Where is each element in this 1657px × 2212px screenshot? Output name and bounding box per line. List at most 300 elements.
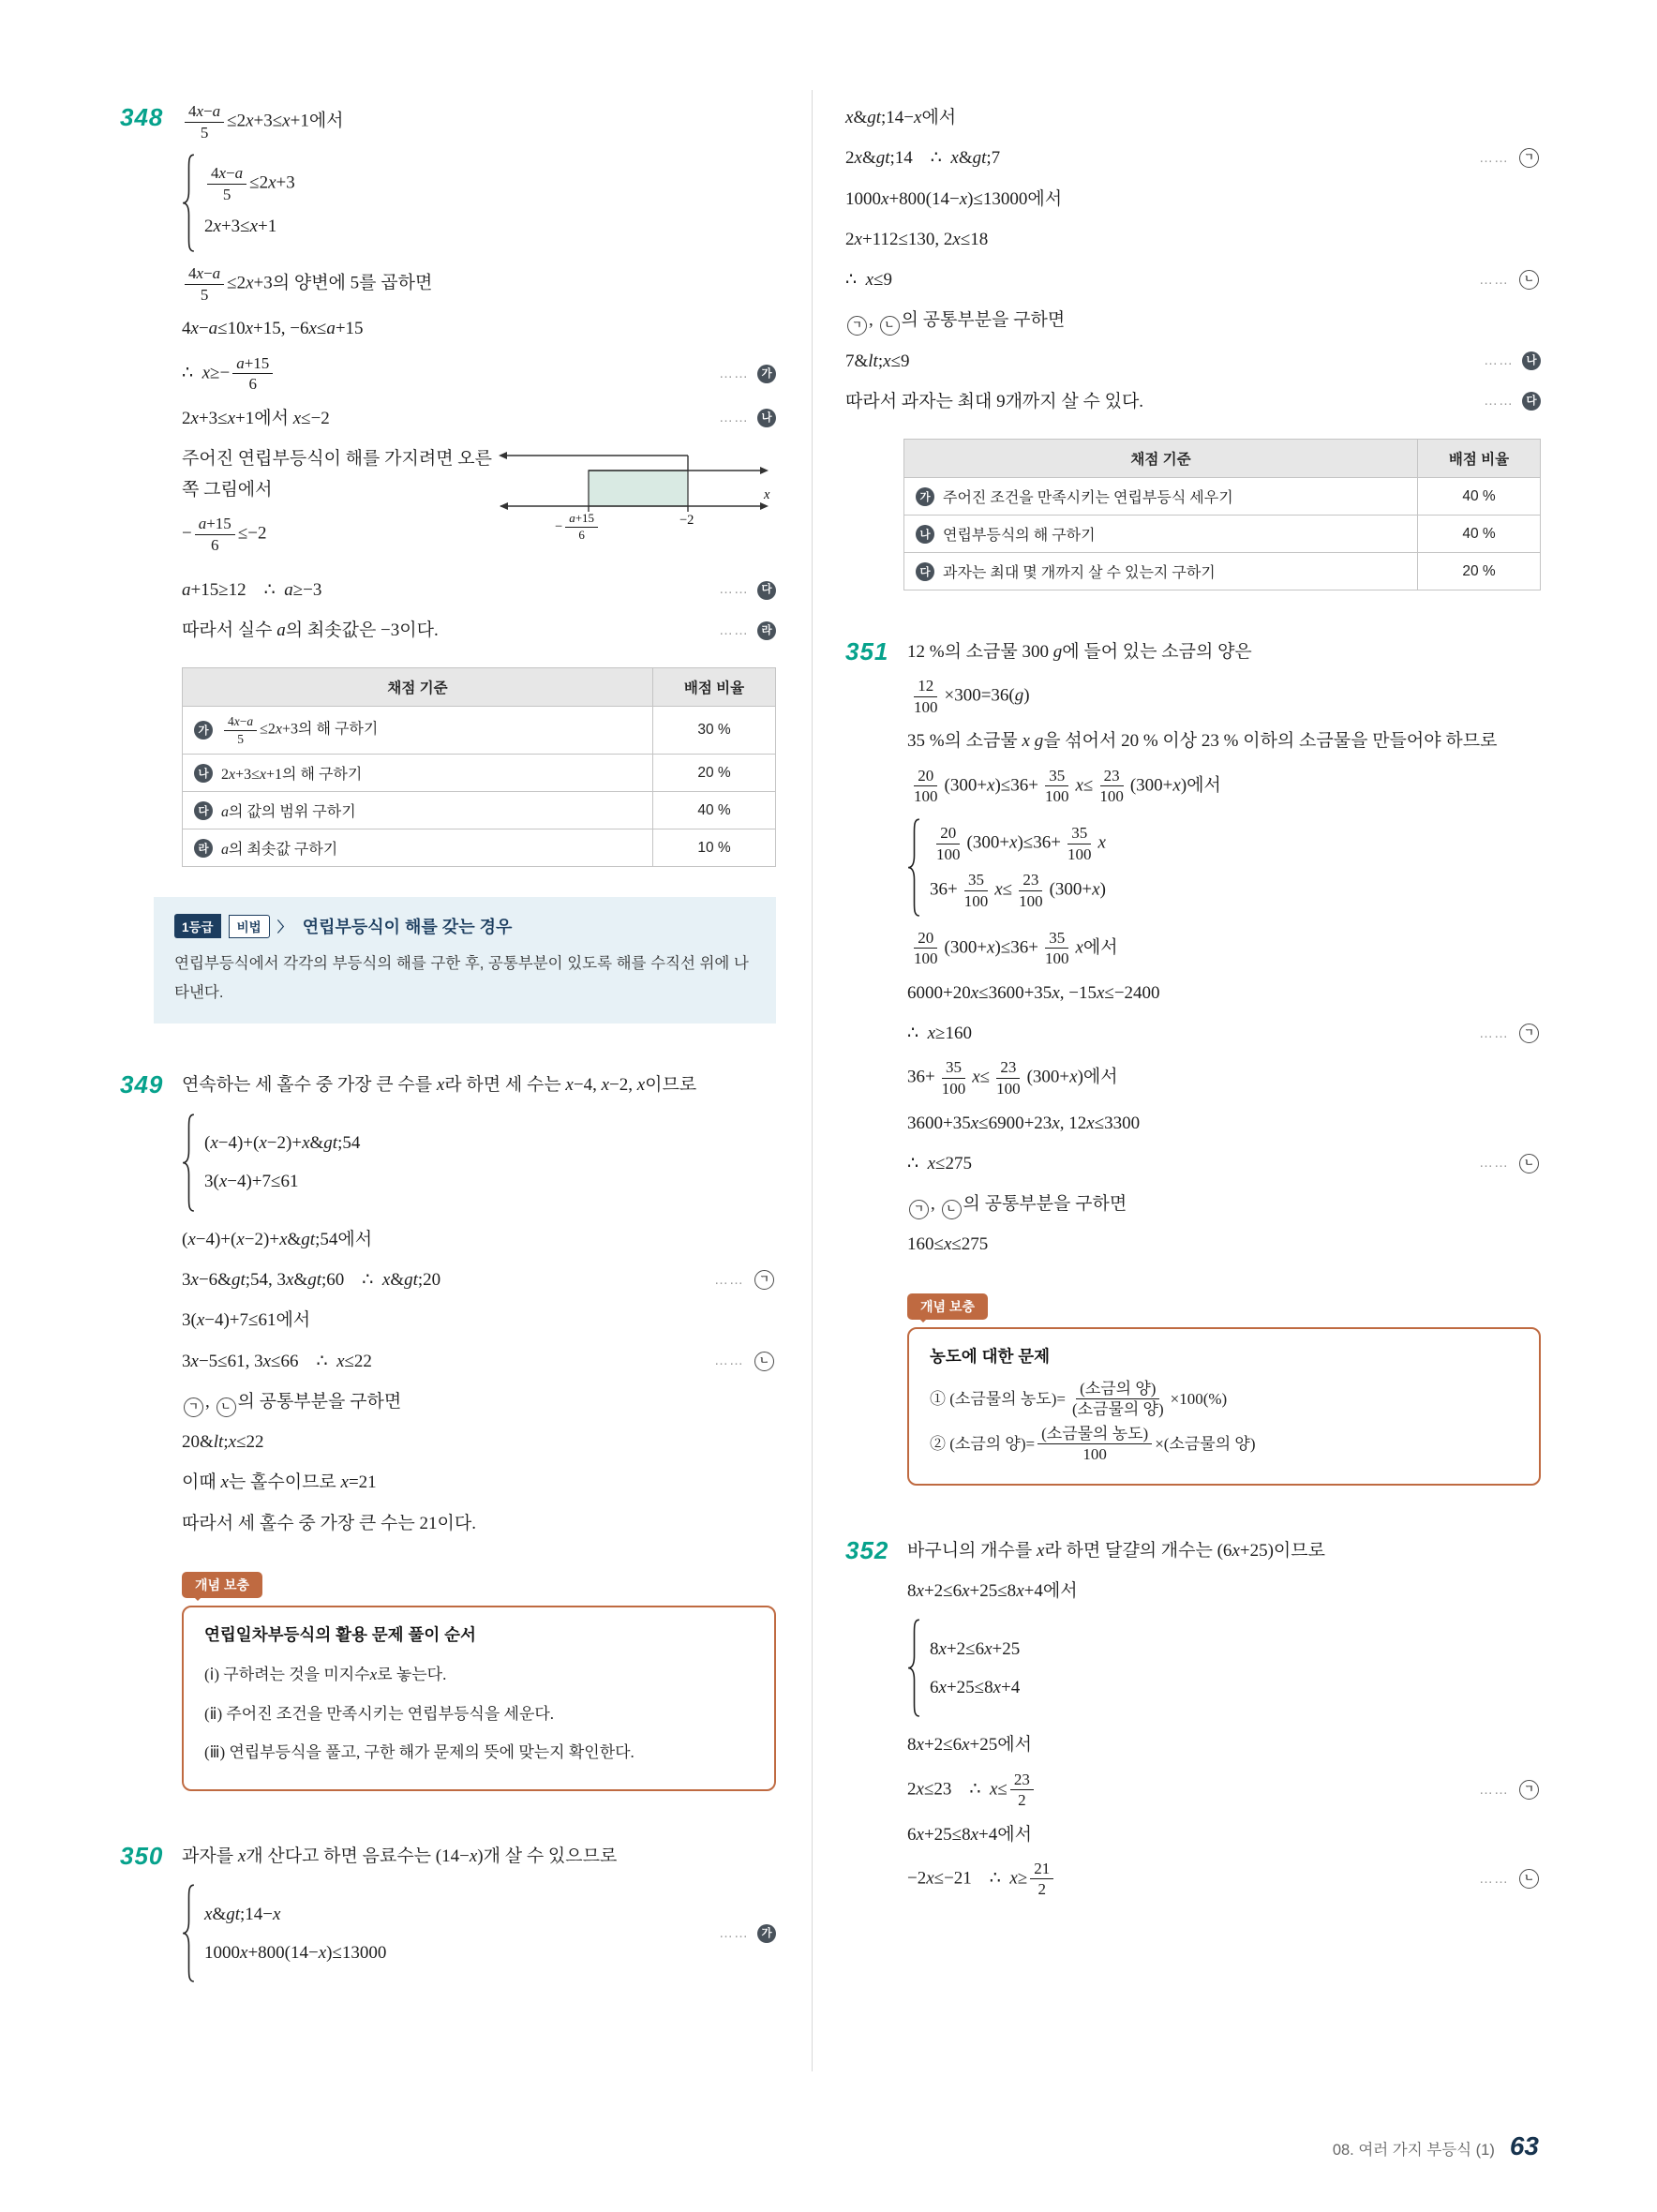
solution-text: 과자를 x개 산다고 하면 음료수는 (14−x)개 살 수 있으므로 (182, 1846, 618, 1866)
problem (120, 97, 776, 1031)
problem-number: 351 (845, 637, 889, 665)
fraction-numerator: 12 (914, 677, 937, 697)
system-brace (907, 817, 921, 918)
fraction-numerator: 20 (914, 929, 937, 949)
solution-line (182, 1260, 776, 1300)
marker-dots: …… (1479, 1024, 1509, 1041)
marker-dots: …… (1479, 1870, 1509, 1887)
fraction-denominator: 100 (996, 1079, 1021, 1098)
step-marker: 다 (194, 801, 213, 820)
system-row: 6x+25≤8x+4 (930, 1677, 1021, 1697)
fraction (1068, 1380, 1168, 1419)
fraction-denominator: 100 (1044, 787, 1069, 806)
grading-criteria-cell (904, 516, 1418, 553)
inequality-system (182, 1113, 776, 1213)
line-marker (701, 1268, 776, 1293)
solution-line (907, 1855, 1541, 1904)
score-cell: 30 % (653, 707, 776, 755)
fraction (185, 264, 224, 304)
solution-text: 3(x−4)+7≤61에서 (182, 1310, 311, 1331)
solution-line (907, 1224, 1541, 1264)
solution-line (182, 1382, 776, 1422)
step-marker: 나 (194, 764, 213, 783)
fraction-denominator: 5 (237, 731, 244, 746)
grading-criteria-cell (183, 830, 653, 867)
solution-line (182, 1462, 776, 1502)
system-wrap (907, 815, 1541, 919)
solution-text: $\frac{20}{100}$ (300+x)≤36+ $\frac{35}{100}$ x≤ $\frac{23}{100}$ (300+x)에서 (907, 767, 1541, 806)
fraction (910, 929, 942, 968)
solution-text: 바구니의 개수를 x라 하면 달걀의 개수는 (6x+25)이므로 (907, 1540, 1325, 1561)
solution-line (907, 762, 1541, 811)
solution-line (907, 1054, 1541, 1102)
fraction (1096, 767, 1127, 806)
system-rows (930, 817, 1106, 918)
system-row: x&gt;14−x (204, 1904, 281, 1924)
solution-line (182, 570, 776, 610)
fraction-denominator: 6 (248, 375, 257, 394)
tip-box (154, 897, 776, 1024)
system-wrap (182, 1111, 776, 1215)
fraction-numerator: 4x−a (185, 102, 224, 123)
solution-text: 8x+2≤6x+25에서 (907, 1735, 1032, 1756)
fraction (1030, 1860, 1053, 1899)
fraction (961, 871, 993, 910)
solution-text: 따라서 세 홀수 중 가장 큰 수는 21이다. (182, 1513, 476, 1533)
problem (845, 1531, 1541, 1904)
brace-icon (182, 1113, 196, 1213)
fraction (185, 102, 224, 142)
fraction-numerator: 35 (1045, 929, 1068, 949)
solution-text: $\frac{4x-a}{5}$ ≤2x+3의 양변에 5를 곱하면 (182, 264, 776, 304)
fraction-denominator: 100 (914, 787, 938, 806)
page-number: 63 (1509, 2131, 1539, 2160)
solution-line (907, 632, 1541, 672)
circled-g-mark: ㄱ (184, 1397, 203, 1417)
criteria-text: 연립부등식의 해 구하기 (943, 528, 1096, 544)
line-marker (1470, 389, 1541, 413)
fraction (938, 1058, 970, 1098)
line-marker (706, 1921, 776, 1946)
ref-marker: ㄱ (1519, 148, 1539, 168)
criteria-text: 주어진 조건을 만족시키는 연립부등식 세우기 (943, 490, 1233, 506)
criteria-content (916, 486, 1406, 507)
step-marker: 다 (916, 562, 934, 581)
step-marker: 라 (194, 839, 213, 858)
solution-line (907, 672, 1541, 721)
circled-n-mark: ㄴ (216, 1397, 236, 1417)
grading-table-row (904, 553, 1541, 590)
line-marker (701, 1349, 776, 1373)
concept-item: ② (소금의 양)= $\frac{\text{(소금물의 농도)}}{100}$ ×(소금물의 양) (930, 1424, 1256, 1464)
solution-text: 따라서 실수 a의 최솟값은 −3이다. (182, 620, 439, 641)
solution-text: 연속하는 세 홀수 중 가장 큰 수를 x라 하면 세 수는 x−4, x−2, x이므로 (182, 1075, 697, 1096)
criteria-content (194, 837, 641, 859)
step-marker: 가 (757, 365, 776, 383)
solution-line (182, 1300, 776, 1340)
fraction-numerator: 35 (964, 871, 988, 891)
inequality-system (907, 817, 1541, 918)
problem-body (845, 97, 1541, 598)
solution-line (907, 721, 1541, 761)
system-wrap (907, 1616, 1541, 1720)
brace-icon (907, 1618, 921, 1718)
solution-line (845, 300, 1541, 340)
score-cell: 40 % (1418, 478, 1541, 516)
step-marker: 가 (194, 721, 213, 740)
system-brace (182, 1113, 196, 1213)
fraction-numerator: a+15 (565, 512, 598, 528)
solution-text: 3600+35x≤6900+23x, 12x≤3300 (907, 1113, 1141, 1133)
system-rows (204, 1113, 360, 1213)
inequality-system (907, 1618, 1541, 1718)
system-rows (204, 153, 295, 253)
fraction-denominator: 100 (1067, 844, 1092, 863)
step-marker: 가 (916, 487, 934, 506)
criteria-content (194, 714, 641, 746)
solution-text: 12 %의 소금물 300 g에 들어 있는 소금의 양은 (907, 642, 1252, 662)
fraction-numerator: a+15 (195, 515, 235, 535)
fraction-denominator: 100 (1099, 787, 1124, 806)
solution-text: 36+ $\frac{35}{100}$ x≤ $\frac{23}{100}$ (300+x)에서 (907, 1058, 1118, 1098)
grading-criteria-cell (183, 755, 653, 792)
solution-line (907, 1766, 1541, 1815)
solution-text: 20&lt;x≤22 (182, 1432, 264, 1453)
system-brace (182, 153, 196, 253)
problem-number: 350 (120, 1841, 164, 1870)
chapter-title: 08. 여러 가지 부등식 (1) (1332, 2142, 1495, 2159)
concept-title: 농도에 대한 문제 (930, 1346, 1051, 1366)
marker-dots: …… (714, 1271, 744, 1288)
fraction-denominator: 100 (914, 697, 938, 716)
fraction-denominator: 100 (1044, 949, 1069, 968)
score-cell: 20 % (653, 755, 776, 792)
step-marker: 다 (1522, 392, 1541, 411)
line-marker (1466, 1022, 1541, 1046)
grading-table-header-row (904, 440, 1541, 478)
step-marker: 라 (757, 621, 776, 640)
system-line (182, 1106, 776, 1219)
problem-number: 348 (120, 103, 164, 131)
score-ratio-header: 배점 비율 (653, 668, 776, 707)
score-cell: 40 % (653, 792, 776, 830)
system-wrap (182, 151, 776, 255)
fraction-numerator: 23 (1100, 767, 1124, 787)
solution-text: ㄱ , ㄴ 의 공통부분을 구하면 (182, 1386, 776, 1417)
solution-text: 8x+2≤6x+25≤8x+4에서 (907, 1580, 1078, 1601)
solution-line (907, 1103, 1541, 1143)
ref-marker: ㄱ (754, 1270, 774, 1290)
solution-text: x&gt;14−x에서 (845, 108, 957, 127)
grading-table-header-row (183, 668, 776, 707)
solution-text: 주어진 연립부등식이 해를 가지려면 오른쪽 그림에서 (182, 448, 493, 501)
fraction (207, 164, 246, 203)
solution-line (182, 1341, 776, 1382)
marker-dots: …… (719, 1924, 749, 1941)
fraction-denominator: 2 (1037, 1880, 1047, 1899)
concept-item: (ⅰ) 구하려는 것을 미지수 x 로 놓는다. (204, 1665, 447, 1683)
criteria-content (194, 762, 641, 784)
page-footer (1333, 2131, 1539, 2161)
line-marker (1466, 1151, 1541, 1175)
fraction (1041, 929, 1073, 968)
circled-g-mark: ㄱ (847, 316, 867, 336)
fraction (1010, 1771, 1034, 1810)
line-marker (706, 619, 776, 643)
fraction-denominator: 100 (963, 891, 989, 910)
system-line (182, 1876, 776, 1990)
solution-text: 2x+3≤x+1에서 x≤−2 (182, 408, 330, 428)
solution-line (907, 1143, 1541, 1184)
step-marker: 나 (1522, 351, 1541, 370)
fraction (910, 767, 942, 806)
solution-text: 7&lt;x≤9 (845, 351, 910, 371)
fraction-denominator: 5 (222, 185, 231, 203)
score-ratio-header: 배점 비율 (1418, 440, 1541, 478)
solution-text: ∴ x≤9 (845, 270, 892, 290)
solution-text: 1000x+800(14−x)≤13000에서 (845, 188, 1063, 209)
system-row: 36+ $\frac{35}{100}$ x≤ $\frac{23}{100}$ (300+x) (930, 871, 1106, 910)
concept-box (907, 1293, 1541, 1486)
fraction (224, 714, 257, 746)
solution-text: ㄱ , ㄴ 의 공통부분을 구하면 (907, 1188, 1541, 1219)
right-column (845, 97, 1541, 2024)
criteria-text: a의 값의 범위 구하기 (221, 804, 356, 821)
text-with-diagram (182, 439, 776, 570)
solution-line (907, 1571, 1541, 1611)
grading-table (903, 439, 1541, 590)
concept-tag: 개념 보충 (182, 1572, 262, 1598)
fraction-denominator: 100 (941, 1079, 966, 1098)
marker-dots: …… (719, 365, 749, 381)
solution-line (182, 1065, 776, 1105)
fraction (1037, 1425, 1152, 1464)
ref-marker: ㄱ (1519, 1024, 1539, 1043)
line-marker (1466, 268, 1541, 292)
circled-g-mark: ㄱ (909, 1200, 929, 1219)
grading-criteria-cell (183, 792, 653, 830)
solution-text: 6000+20x≤3600+35x, −15x≤−2400 (907, 982, 1160, 1003)
solution-line (182, 308, 776, 349)
system-wrap (182, 1881, 706, 1985)
system-row: $\frac{20}{100}$ (300+x)≤36+ $\frac{35}{100}$ x (930, 820, 1106, 867)
system-line (907, 1611, 1541, 1725)
fraction-numerator: (소금물의 농도) (1037, 1425, 1152, 1445)
inequality-system (182, 1883, 706, 1983)
solution-line (845, 219, 1541, 260)
fraction-denominator: 2 (1018, 1791, 1026, 1810)
solution-text: (x−4)+(x−2)+x&gt;54에서 (182, 1229, 373, 1249)
criteria-content (916, 523, 1406, 545)
fraction (565, 512, 598, 543)
fraction-numerator: 20 (936, 824, 960, 844)
marker-dots: …… (1479, 1781, 1509, 1798)
problem (845, 97, 1541, 598)
fraction-numerator: 23 (996, 1058, 1020, 1079)
concept-box (182, 1572, 776, 1791)
concept-panel (182, 1606, 776, 1791)
grading-criteria-header: 채점 기준 (183, 668, 653, 707)
criteria-text: 과자는 최대 몇 개까지 살 수 있는지 구하기 (943, 565, 1216, 581)
marker-dots: …… (1484, 352, 1514, 368)
problem (120, 1065, 776, 1801)
system-row: $\frac{4x-a}{5}$ ≤2x+3 (204, 160, 295, 207)
solution-text: −2x≤−21 ∴ x≥ $\frac{21}{2}$ (907, 1860, 1466, 1899)
criteria-text: $\frac{4x-a}{5}$ ≤2x+3의 해 구하기 (221, 714, 378, 746)
solution-line (182, 1422, 776, 1462)
line-marker (1466, 1778, 1541, 1802)
two-column-layout (120, 97, 1541, 2024)
solution-text: 3x−6&gt;54, 3x&gt;60 ∴ x&gt;20 (182, 1270, 441, 1291)
left-column (120, 97, 776, 2024)
grading-criteria-header: 채점 기준 (904, 440, 1418, 478)
grading-table-row (183, 707, 776, 755)
solution-text: a+15≥12 ∴ a≥−3 (182, 579, 322, 600)
solution-line (845, 260, 1541, 300)
line-marker (706, 362, 776, 386)
solution-line (182, 350, 776, 398)
marker-dots: …… (719, 410, 749, 426)
system-rows (930, 1618, 1020, 1718)
grading-table-row (904, 478, 1541, 516)
problem (120, 1836, 776, 1990)
fraction-numerator: 35 (1067, 824, 1091, 844)
fraction-numerator: 4x−a (185, 264, 224, 285)
fraction-denominator: 100 (914, 949, 938, 968)
ref-marker: ㄴ (1519, 1869, 1539, 1889)
brace-icon (907, 817, 921, 918)
tip-tag-grade: 1등급 (174, 914, 221, 938)
grading-criteria-cell (183, 707, 653, 755)
criteria-text: 2x+3≤x+1의 해 구하기 (221, 767, 363, 784)
grading-table-row (183, 792, 776, 830)
ref-marker: ㄱ (1519, 1780, 1539, 1800)
fraction-numerator: 4x−a (224, 714, 257, 731)
number-line-diagram (495, 441, 776, 570)
solution-overlap-region (589, 471, 688, 506)
grading-criteria-cell (904, 478, 1418, 516)
fraction-numerator: 20 (914, 767, 937, 787)
line-marker (1466, 1867, 1541, 1891)
line-marker (706, 577, 776, 602)
tip-title: 연립부등식이 해를 갖는 경우 (302, 918, 513, 937)
grading-table-row (183, 755, 776, 792)
solution-text: ∴ x≥− $\frac{a+15}{6}$ (182, 354, 706, 394)
fraction-numerator: 35 (942, 1058, 965, 1079)
problem-body (174, 97, 776, 1031)
grading-table-row (183, 830, 776, 867)
fraction-numerator: 21 (1030, 1860, 1053, 1880)
solution-text: $\frac{4x-a}{5}$ ≤2x+3≤x+1에서 (182, 102, 776, 142)
concept-tag: 개념 보충 (907, 1293, 988, 1320)
concept-item: (ⅱ) 주어진 조건을 만족시키는 연립부등식을 세운다. (204, 1704, 555, 1723)
solution-text: 2x≤23 ∴ x≤ $\frac{23}{2}$ (907, 1771, 1466, 1810)
solution-line (182, 260, 776, 308)
step-marker: 나 (916, 525, 934, 544)
solution-text: $\frac{20}{100}$ (300+x)≤36+ $\frac{35}{100}$ x에서 (907, 929, 1541, 968)
solution-text: 이때 x는 홀수이므로 x=21 (182, 1472, 377, 1493)
fraction (195, 515, 235, 554)
fraction (933, 824, 964, 863)
solution-line (845, 138, 1541, 178)
step-marker: 다 (757, 581, 776, 600)
solution-text: 35 %의 소금물 x g을 섞어서 20 % 이상 23 % 이하의 소금물을 만들어야 하므로 (907, 731, 1498, 752)
solution-line (907, 924, 1541, 973)
score-cell: 10 % (653, 830, 776, 867)
ref-marker: ㄴ (754, 1352, 774, 1371)
inequality-system (182, 153, 776, 253)
line-marker (706, 406, 776, 430)
solution-text: − $\frac{a+15}{6}$ ≤−2 (182, 515, 267, 554)
solution-line (845, 381, 1541, 422)
problem-body (907, 632, 1541, 1497)
brace-icon (182, 153, 196, 253)
problem-body (182, 1836, 776, 1990)
fraction (1041, 767, 1073, 806)
step-marker: 나 (757, 409, 776, 427)
marker-dots: …… (714, 1353, 744, 1369)
tip-tag-label: 비법 (229, 915, 270, 938)
solution-text: 2x&gt;14 ∴ x&gt;7 (845, 148, 1001, 169)
solution-text: 160≤x≤275 (907, 1234, 989, 1255)
solution-line (845, 97, 1541, 138)
solution-line (182, 1219, 776, 1260)
fraction (910, 677, 942, 716)
fraction-numerator: a+15 (232, 354, 273, 375)
solution-line (845, 179, 1541, 219)
fraction-numerator: 23 (1010, 1771, 1034, 1791)
solution-line (182, 510, 495, 559)
system-brace (182, 1883, 196, 1983)
criteria-content (194, 800, 641, 821)
tip-body: 연립부등식에서 각각의 부등식의 해를 구한 후, 공통부분이 있도록 해를 수직선 위에 나타낸다. (174, 955, 749, 1001)
system-brace (907, 1618, 921, 1718)
circled-n-mark: ㄴ (942, 1200, 962, 1219)
solution-text: $\frac{12}{100}$ ×300=36(g) (907, 677, 1541, 716)
marker-dots: …… (1484, 393, 1514, 410)
tick-label-right: −2 (679, 512, 694, 528)
fraction-denominator: 6 (578, 527, 585, 542)
problem-number: 349 (120, 1070, 164, 1099)
fraction-denominator: 5 (200, 123, 209, 142)
fraction-denominator: 100 (936, 844, 961, 863)
solution-line (907, 973, 1541, 1013)
solution-line (182, 610, 776, 650)
system-row: (x−4)+(x−2)+x&gt;54 (204, 1133, 361, 1154)
fraction (1064, 824, 1096, 863)
ref-marker: ㄴ (1519, 1154, 1539, 1173)
fraction-denominator: 100 (1019, 891, 1043, 910)
problem (845, 632, 1541, 1497)
fraction-denominator: 5 (200, 285, 209, 304)
concept-title: 연립일차부등식의 활용 문제 풀이 순서 (204, 1624, 476, 1644)
solution-line (907, 1725, 1541, 1765)
fraction (1015, 871, 1047, 910)
system-line (182, 146, 776, 260)
fraction (993, 1058, 1024, 1098)
problem-number: 352 (845, 1535, 889, 1564)
tick-label-left: − $\frac{a+15}{6}$ (555, 512, 601, 543)
grading-criteria-cell (904, 553, 1418, 590)
solution-text: ㄱ , ㄴ 의 공통부분을 구하면 (845, 305, 1541, 336)
concept-item: (ⅲ) 연립부등식을 풀고, 구한 해가 문제의 뜻에 맞는지 확인한다. (204, 1743, 634, 1762)
problem-body (182, 1065, 776, 1801)
number-line-svg (495, 441, 776, 534)
marker-dots: …… (719, 581, 749, 598)
solution-line (845, 341, 1541, 381)
system-rows (204, 1883, 386, 1983)
fraction-numerator: (소금의 양) (1076, 1380, 1159, 1400)
